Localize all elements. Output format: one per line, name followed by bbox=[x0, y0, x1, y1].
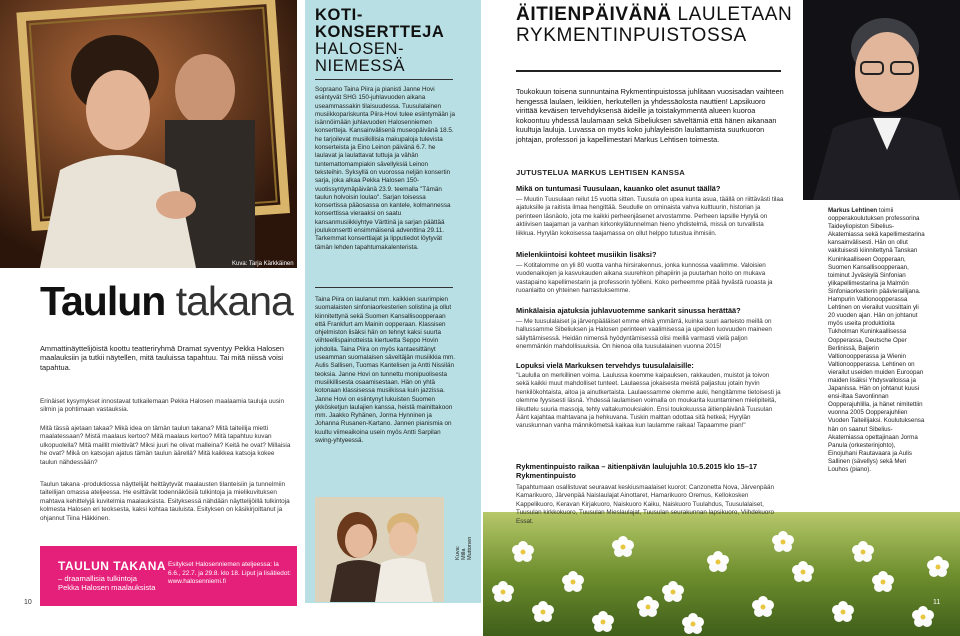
feature-divider bbox=[516, 70, 781, 72]
anemone-flowers-photo bbox=[483, 512, 960, 636]
interview-answer-2: — Kotitalomme on yli 80 vuotta vanha hirsirakennus, jonka kunnossa vaalimme. Valoisien vuodenaikojen ja kasvukauden aikana suurehkon pihapiirin ja puutarhan hoito on mukava vastapaino kapellimestarin ja professorin työlleni. Koko perheemme pitää hyvästä ruoasta ja ruoanlaitto on yhteinen harrastuksemme. bbox=[516, 262, 773, 295]
conductor-portrait-illustration bbox=[803, 0, 960, 200]
article-paragraph-3: Taulun takana -produktiossa näyttelijät heittäytyvät maalausten tilanteisiin ja tunnelmiin taiteilijan omassa ateljeessa. He esittävät todennäköisiä tulkintoja ja mielikuvituksen mahtava kehittelyjä kuvitelmia maalauksista. Esityksessä nähdään näyttelijöillä tulkintoja kolmesta Halosen eri teoksesta, kaksi kohtaa tauluista. Esityksen on käsikirjoittanut ja ohjannut Tiina Häkkinen. bbox=[40, 481, 290, 522]
anemone-flowers-illustration bbox=[483, 512, 960, 636]
article-title-bold: Taulun bbox=[40, 278, 166, 324]
conductor-bio-text: toimii oopperakoulutuksen professorina Taideyliopiston Sibelius-Akatemiassa sekä kapellimestarina kansainvälisesti. Hän on ollut vakituisesti kiinnitettynä Tanskan Kuninkaalliseen Oopperaan, Suomen Kansallisoopperaan, toiminut Jyväskylä Sinfonian ylikapellimestarina ja Malmön Sinfoniaorkesterin päävierailijana. Hampurin Valtionoopperassa Lehtinen on vierailut vuosittain yli 20 vuoden ajan. Hän on johtanut myös useita produktioita Tukholman Kuninkaallisessa Oopperassa, Deutsche Oper Berlinissä, Baijerin Valtionoopperassa ja Wienin Valtionoopperassa. Lehtinen on vierailut useiden muiden Euroopan maiden lisäksi Yhdysvalloissa ja Japanissa. Hän on johtanut kuusi ensi-iltaa Savonlinnan Oopperajuhlilla, ja hänet nimitettiin vuonna 2005 Oopperajuhlien Vuoden Taiteilijaksi. Koulutuksensa hän on saanut Sibelius-Akatemiassa opettajinaan Jorma Panula (orkesterinjohto), Einojuhani Rautavaara ja Aulis Sallinen (sävellys) sekä Meri Louhos (piano). bbox=[828, 207, 925, 473]
interview-byline: JUTUSTELUA MARKUS LEHTISEN KANSSA bbox=[516, 168, 686, 177]
promo-subtitle-2: Pekka Halosen maalauksista bbox=[58, 583, 156, 592]
promo-info: Esitykset Halosenniemen ateljeessa: la 6.6., 22.7. ja 29.8. klo 18. Liput ja lisätiedot: www.halosenniemi.fi bbox=[168, 561, 291, 586]
page-number-right: 11 bbox=[933, 599, 941, 606]
interview-answer-3: — Me tuusulalaiset ja järvenpääläiset emme ehkä ymmärrä, kuinka suuri aarteisto meillä on hallussamme Sibeliuksen ja Halosen perinteen vaalimisessa ja upeiden luovuuden maineen säilyttämisessä. Heidän nimensä hyödyntämisessä olisi meillä varmasti vielä paljon enemmänkin mahdollisuuksia. On hienoa olla tuusulalainen vuonna 2015! bbox=[516, 318, 772, 351]
promo-title: TAULUN TAKANA bbox=[58, 559, 167, 573]
article-lead: Ammattinäyttelijöistä koottu teatteriryhmä Dramat syventyy Pekka Halosen maalauksiin ja tutkii näytellen, mitä tauluissa tapahtuu. Tai mitä niissä voisi tapahtua. bbox=[40, 344, 284, 372]
conductor-portrait bbox=[803, 0, 960, 200]
conductor-bio-name: Markus Lehtinen bbox=[828, 207, 878, 214]
sidebar-title bbox=[315, 7, 444, 75]
interview-answer-4: "Laululla on merkillinen voima. Laulussa koemme kaipauksen, rakkauden, muistot ja toivon sekä kaikki muut mahdolliset tunteet. Laulaessa jokaisesta meistä paljastuu jotain hyvin henkilökohtaista, aitoa ja ainutkertaista. Laulaessamme olemme auki, hengitämme tietoisesti ja olemme fyysisesti läsnä. Yhdessä laulamisen voimalla on moukarita kuuntaminen mielipiteitä, liikuttelu suuria massoja, tehty valtakumouksiakin. Ensi toukokuussa äitienpäivänä Tuusulan Äänt kajahtaa mahtavana ja hehkuvana. Tuskin malttan odottaa sitä hetkeä; Hyrylän varuskunnan vanha männikömetsä kaikaa kun laulamme raikaa! Tapaamme pian!" bbox=[516, 372, 781, 430]
article-paragraph-2: Mitä tässä ajetaan takaa? Mikä idea on tämän taulun takana? Mitä taiteilija mietti maalatessaan? Mistä maalaus kertoo? Mitä maalaus kertoo? Mitä tapahtuu kuvan ulkopuolella? Mitä maillit miettivät? Miksi juuri he olivat malleina? Keitä he ovat? Millaisia he ovat? Mikä on katsojan ajatus tämän taulun äärellä? Mitä kaikkea katsoja kokee taulun nähdessään? bbox=[40, 425, 291, 466]
feature-lead: Toukokuun toisena sunnuntaina Rykmentinpuistossa juhlitaan vuosisadan vaihteen hengessä laulaen, leikkien, herkutellen ja yhdessäolosta nauttien! Lapsikuoro virittää keväisen tervehdyksensä äideille ja toistakymmentä alueen kuoroa kokoontuu yhdessä laulamaan sekä Sibeliuksen säveltämiä että hänen aikanaan kuultuja lauluja. Luvassa on myös koko juhlayleisön laulattamista suurkuoron johtajan, professori ja kapellimestari Markus Lehtisen toimesta. bbox=[516, 87, 784, 144]
feature-title-light-2: RYKMENTINPUISTOSSA bbox=[516, 25, 747, 46]
interview-question-1: Mikä on tuntumasi Tuusulaan, kauanko olet asunut täällä? bbox=[516, 184, 721, 193]
event-promo-box bbox=[40, 546, 297, 606]
photo-credit: Kuva: Tarja Kärkkäinen bbox=[232, 261, 294, 267]
event-choirs-list: Tapahtumaan osallistuvat seuraavat keskiusmaalaiset kuorot: Canzonetta Nova, Järvenpään Kamarikuoro, Järvenpää Naislaulajat Ainottaret, Hamarikuoro Oremus, Kellokosken Kappelikuoro, Keravan Kirjakuoro, Naiskuoro Kaiku, Naiskuoro Tuulahdus, Tuusulalaiset, Tuusulan kirkkokuoro, Tuusulan Mieslaulajat, Tuusulan seurakunnan lapsikuoro, Viihdekuoro Essat. bbox=[516, 484, 774, 525]
article-title bbox=[40, 279, 293, 323]
conductor-bio bbox=[828, 207, 926, 474]
event-heading: Rykmentinpuisto raikaa – äitienpäivän laulujuhla 10.5.2015 klo 15–17 Rykmentinpuisto bbox=[516, 462, 758, 480]
feature-title-bold: ÄITIENPÄIVÄNÄ bbox=[516, 4, 672, 25]
article-title-light: takana bbox=[165, 278, 293, 324]
sidebar-paragraph-1: Sopraano Taina Piira ja pianisti Janne Hovi esiintyvät SHG 150-juhlavuoden aikana useammassakin tilaisuudessa. Tuusulalainen musiikkopariskunta Piira-Hovi tulee esiintymään ja isännöimään juhlavuoden Halosenniemen konsertteja. Kansainvälisenä museopäivänä 18.5. he tarjoilevat musiikillisia makupaloja tulevista konserteista ja Eino Leinon päivänä 6.7. he laulavat ja laulattavat tuttuja ja vähän tuntemattomampiakin sävellyksiä Leinon teksteihin. Syksyllä on vuorossa neljän konsertin sarja, joka alkaa Pekka Halosen 150-vuotissyntymäpäivänä 23.9. teemalla "Tämän taulun holvoisin loulao". Sarjan toisessa konsertissa pääosassa on kantele, kolmannessa konserttissa vieraaksi on saatu kansanmusiikkiyhtye Värttinä ja sarjan päättää joulukonsertti ensimmäisenä adventtina 29.11. Tarkemmat konserttiajat ja lipputiedot löytyvät tämän lehden tapahtumakalenterista. bbox=[315, 86, 455, 251]
sidebar-paragraph-2: Taina Piira on laulanut mm. kaikkien suurimpien suomalaisten sinfoniaorkesterien solistina ja ollut kiinnitettynä sekä Suomen Kansallisoopperaan että Frankfurt am Mainin oopperaan. Klassisen ohjelmiston lisäksi hän on tehnyt kaksi suurta viihteellispainotteista kiertuetta Seppo Hovin johdolla. Taina Piira on myös kantaesittänyt useamman suomalaisen säveltäjän musiikkia mm. Aulis Sallisen, Tuomas Kantelisen ja Antti Nissilän teoksia. Janne Hovi on tunnettu monipuolisesta musiikillisesta osaamisestaan. Hän on yhtä kotonaan klassisessa musiikissa kuin jazzissa. Janne Hovi on esiintynyt lukuisten Suomen ykkösketjun laulajien kanssa, heistä mainittakoon mm. Jaakko Ryhänen, Jorma Hynninen ja Johanna Rusanen-Kartano. Jannen pianismia on kuultu viimeaikoina usein myös Antti Sarpilan swing-yhtyeessä. bbox=[315, 296, 455, 445]
interview-question-2: Mielenkiintoisi kohteet musiikin lisäksi? bbox=[516, 250, 657, 259]
page-number-left: 10 bbox=[24, 599, 32, 606]
interview-answer-1: — Muutin Tuusulaan reilut 15 vuotta sitten. Tuusula on upea kunta asua, täällä on riittävästi tilaa ajatuksille ja raitista ilmaa hengittää. Seudulle on ominaista vahva kulttuurin, historian ja perinteen läsnäolo, jota me kaikki perheenjäsenet arvostamme. Perheen lapsille Hyrylä on aktiivisen taajaman ja vanhan kirkonkylätunnelman hieno yhdistelmä, missä on turvallista liikkua. Hyrylän kokoisessa taajamassa on ollut helppo tutustua ihmisiin. bbox=[516, 196, 784, 237]
sidebar-title-line-1: KOTI- bbox=[315, 6, 363, 24]
conductor-bio-box bbox=[822, 203, 960, 521]
article-paragraph-1: Erinäiset kysymykset innostavat tutkailemaan Pekka Halosen maalaamia tauluja uusin silmin ja pohtimaan vastauksia. bbox=[40, 398, 285, 414]
sidebar-title-line-3: HALOSEN- bbox=[315, 40, 405, 58]
sidebar-title-line-4: NIEMESSÄ bbox=[315, 57, 406, 75]
sidebar-divider-2 bbox=[315, 287, 453, 288]
feature-title bbox=[516, 4, 792, 46]
hero-photo-actors-with-frame bbox=[0, 0, 297, 268]
musicians-photo-illustration bbox=[315, 497, 444, 602]
promo-subtitle-1: – draamallisia tulkintoja bbox=[58, 574, 137, 583]
sidebar-column bbox=[305, 0, 481, 603]
sidebar-divider bbox=[315, 79, 453, 80]
sidebar-title-line-2: KONSERTTEJA bbox=[315, 23, 445, 41]
interview-question-3: Minkälaisia ajatuksia juhlavuotemme sankarit sinussa herättää? bbox=[516, 306, 741, 315]
hero-photo-illustration bbox=[0, 0, 297, 268]
photo-credit-vertical: Kuva: Milla Muttonen bbox=[455, 536, 473, 560]
feature-title-light-1: LAULETAAN bbox=[671, 4, 793, 25]
musicians-photo bbox=[315, 497, 444, 602]
interview-question-4: Lopuksi vielä Markuksen tervehdys tuusulalaisille: bbox=[516, 361, 694, 370]
